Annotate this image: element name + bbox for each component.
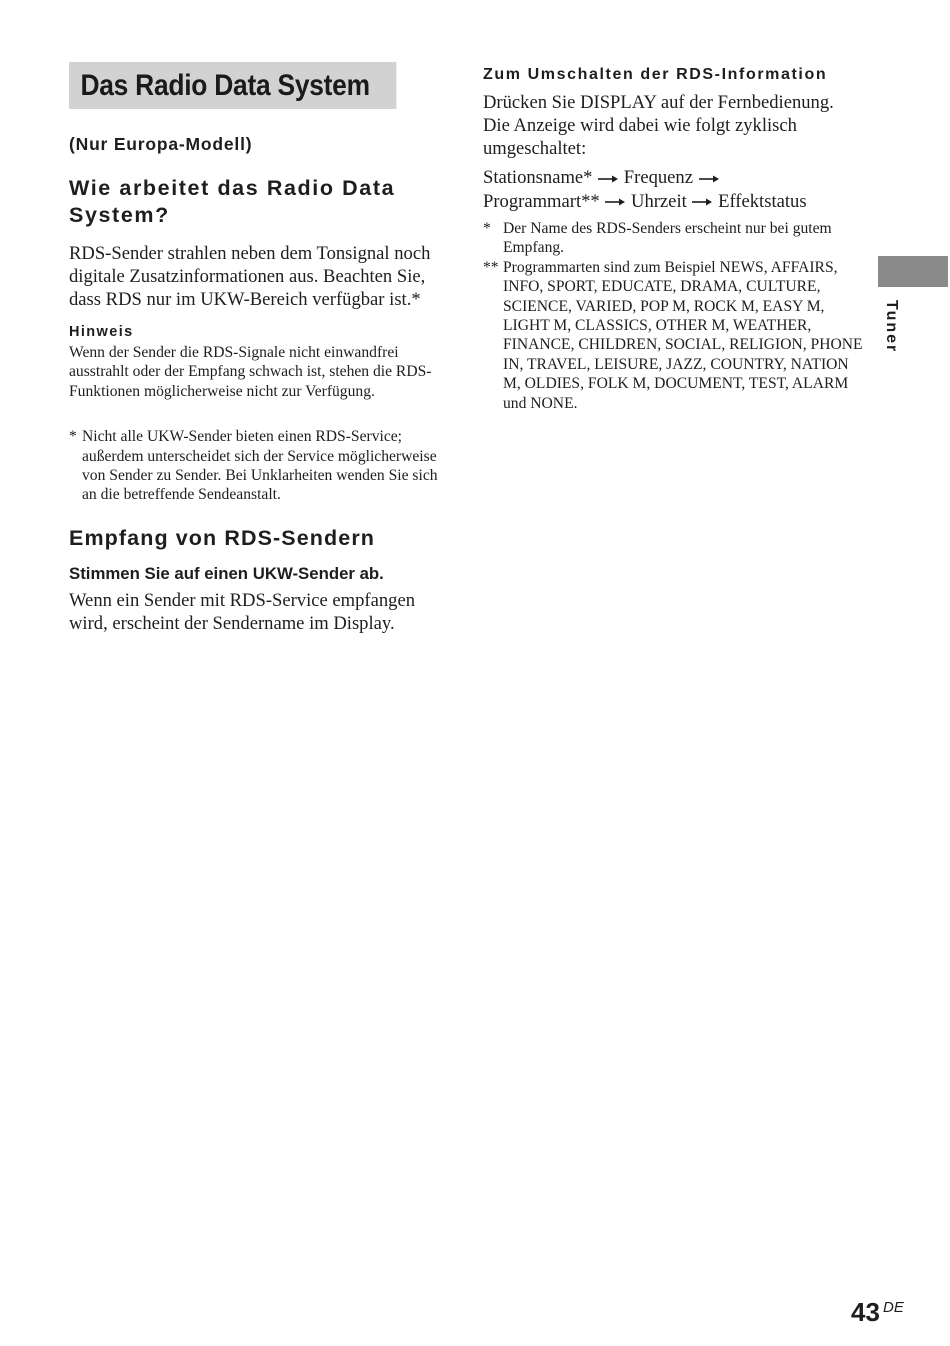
footnote-text: Nicht alle UKW-Sender bieten einen RDS-Service; außerdem unterscheidet sich der Service möglicherweise von Sender zu Sender. Bei Unklarheiten wenden Sie sich an die betreffende Sendeanstalt. <box>82 428 438 504</box>
note-mark: * <box>483 220 491 237</box>
note-program-types <box>483 258 863 413</box>
cycle-item-station-name: Stationsname* <box>483 167 593 188</box>
page-number: 43 <box>851 1297 880 1327</box>
cycle-item-frequency: Frequenz <box>623 167 693 188</box>
arrow-right-icon <box>597 174 619 184</box>
region-note: (Nur Europa-Modell) <box>69 134 253 154</box>
footnote-mark: * <box>69 428 77 446</box>
page-title: Das Radio Data System <box>69 62 396 109</box>
cycle-item-effect-status: Effektstatus <box>718 190 807 212</box>
note-text: Der Name des RDS-Senders erscheint nur bei gutem Empfang. <box>503 220 832 257</box>
note-heading: Hinweis <box>69 324 134 340</box>
cycle-notes <box>483 219 863 413</box>
switch-instructions: Drücken Sie DISPLAY auf der Fernbedienung. Die Anzeige wird dabei wie folgt zyklisch umgeschaltet: <box>483 92 834 159</box>
right-column <box>483 62 863 413</box>
footnote <box>69 427 441 504</box>
section-tab-label: Tuner <box>883 300 900 354</box>
note-text: Programmarten sind zum Beispiel NEWS, AFFAIRS, INFO, SPORT, EDUCATE, DRAMA, CULTURE, SCIENCE, VARIED, POP M, ROCK M, EASY M, LIGHT M, CLASSICS, OTHER M, WEATHER, FINANCE, CHILDREN, SOCIAL, RELIGION, PHONE IN, TRAVEL, LEISURE, JAZZ, COUNTRY, NATION M, OLDIES, FOLK M, DOCUMENT, TEST, ALARM und NONE. <box>503 258 863 412</box>
note-text: Wenn der Sender die RDS-Signale nicht einwandfrei ausstrahlt oder der Empfang schwach ist, stehen die RDS-Funktionen möglicherweise nicht zur Verfügung. <box>69 344 432 400</box>
heading-switch-rds-info: Zum Umschalten der RDS-Information <box>483 66 828 83</box>
heading-receive-rds: Empfang von RDS-Sendern <box>69 526 376 551</box>
page-language-suffix: DE <box>883 1299 904 1316</box>
cycle-item-time: Uhrzeit <box>631 190 687 212</box>
note-mark: ** <box>483 258 499 276</box>
step-instruction: Stimmen Sie auf einen UKW-Sender ab. <box>69 564 384 584</box>
heading-how-rds-works: Wie arbeitet das Radio Data System? <box>69 176 396 227</box>
step-description: Wenn ein Sender mit RDS-Service empfangen wird, erscheint der Sendername im Display. <box>69 590 416 635</box>
note-station-name <box>483 219 863 258</box>
section-tab-marker <box>878 256 948 287</box>
arrow-right-icon <box>698 174 720 184</box>
left-column <box>69 62 441 635</box>
arrow-right-icon <box>691 197 713 207</box>
cycle-item-program-type: Programmart** <box>483 190 600 212</box>
display-cycle <box>483 166 863 213</box>
arrow-right-icon <box>604 197 626 207</box>
intro-paragraph: RDS-Sender strahlen neben dem Tonsignal noch digitale Zusatzinformationen aus. Beachten Sie, dass RDS nur im UKW-Bereich verfügbar ist.* <box>69 243 431 310</box>
